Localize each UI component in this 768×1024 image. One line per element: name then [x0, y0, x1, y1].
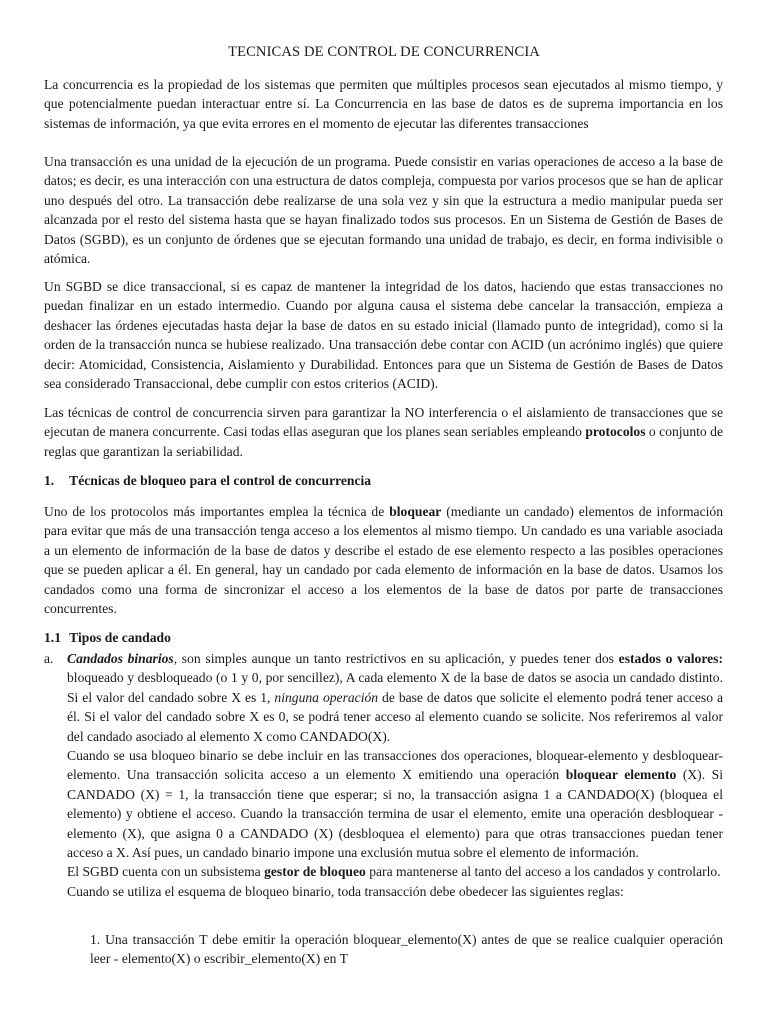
- bold-term-protocolos: protocolos: [585, 424, 646, 440]
- section-heading-1: [44, 473, 371, 489]
- list-marker: a.: [44, 651, 54, 666]
- text-span: para mantenerse al tanto del acceso a los candados y controlarlo.: [365, 864, 721, 880]
- text-span: , son simples aunque un tanto restrictivos en su aplicación, y puedes tener dos: [173, 651, 619, 666]
- bold-term-gestor-bloqueo: gestor de bloqueo: [264, 864, 366, 880]
- text-span: Cuando se usa bloqueo binario se debe incluir en las transacciones dos operaciones, bloquear-elemento y desbloquear-elemento. Una transacción solicita acceso a un elemento X emitiendo una operación: [67, 748, 723, 783]
- section-heading-1-1: [44, 630, 171, 646]
- rule-1: 1. Una transacción T debe emitir la operación bloquear_elemento(X) antes de que se realice cualquier operación leer - elemento(X) o escribir_elemento(X) en T: [90, 932, 723, 967]
- bold-term-states: estados o valores:: [618, 651, 723, 666]
- text-span: (X). Si CANDADO (X) = 1, la transacción tiene que esperar; si no, la transacción asigna 1 a CANDADO(X) (bloquea el elemento) y obtiene el acceso. Cuando la transacción termina de usar el elemento, emite una operación desbloquear - elemento (X), que asigna 0 a CANDADO (X) (desbloquea el elemento) para que otras transacciones puedan tener acceso a X. Así pues, un candado binario impone una exclusión mutua sobre el elemento de información.: [67, 767, 723, 861]
- text-span: El SGBD cuenta con un subsistema: [67, 864, 265, 880]
- list-item-body: [67, 649, 723, 901]
- document-title: TECNICAS DE CONTROL DE CONCURRENCIA: [228, 44, 540, 60]
- text-span: o conjunto de reglas que garantizan la seriabilidad.: [44, 424, 723, 459]
- paragraph-locking-protocol: [44, 502, 723, 618]
- item-paragraph: [67, 649, 723, 746]
- paragraph-intro-concurrency: La concurrencia es la propiedad de los sistemas que permiten que múltiples procesos sean ejecutados al mismo tiempo, y que potencialmente puedan interactuar entre sí. La Concurrencia en las base de datos es de suprema importancia en los sistemas de información, ya que evita errores en el momento de ejecutar las diferentes transacciones: [44, 77, 723, 131]
- section-title: Técnicas de bloqueo para el control de concurrencia: [69, 473, 372, 488]
- paragraph-transactional-sgbd: Un SGBD se dice transaccional, si es capaz de mantener la integridad de los datos, haciendo que estas transacciones no puedan finalizar en un estado intermedio. Cuando por alguna causa el sistema debe cancelar la transacción, empieza a deshacer las órdenes ejecutadas hasta dejar la base de datos en su estado inicial (llamado punto de integridad), como si la orden de la transacción nunca se hubiese realizado. Una transacción debe contar con ACID (un acrónimo inglés) que quiere decir: Atomicidad, Consistencia, Aislamiento y Durabilidad. Entonces para que un Sistema de Gestión de Bases de Datos sea considerado Transaccional, debe cumplir con estos criterios (ACID).: [44, 279, 723, 392]
- text-span: de base de datos que solicite el elemento podrá tener acceso a él. Si el valor del candado sobre X es 0, se podrá tener acceso al elemento cuando se solicite. Nos referiremos al valor del candado asociado al elemento X como CANDADO(X).: [67, 689, 724, 744]
- bold-term-bloquear-elemento: bloquear elemento: [565, 767, 677, 783]
- item-paragraph: [67, 862, 723, 881]
- section-title: Tipos de candado: [69, 630, 171, 645]
- text-span: bloqueado y desbloqueado (o 1 y 0, por sencillez), A cada elemento X de la base de datos se asocia un candado distinto. Si el valor del candado sobre X es 1,: [67, 670, 723, 705]
- list-item-binary-locks: [44, 649, 723, 901]
- paragraph-concurrency-techniques: [44, 403, 723, 461]
- section-number: 1.: [44, 473, 55, 488]
- paragraph-transaction-definition: Una transacción es una unidad de la ejecución de un programa. Puede consistir en varias operaciones de acceso a la base de datos; es decir, es una interacción con una estructura de datos compleja, compuesta por varios procesos que se han de aplicar uno después del otro. La transacción debe realizarse de una sola vez y sin que la estructura a medio manipular pueda ser alcanzada por el resto del sistema hasta que se hayan finalizado todos sus procesos. En un Sistema de Gestión de Bases de Datos (SGBD), es un conjunto de órdenes que se ejecutan formando una unidad de trabajo, es decir, en forma indivisible o atómica.: [44, 154, 723, 267]
- text-span: Uno de los protocolos más importantes emplea la técnica de: [44, 504, 390, 519]
- text-span: Las técnicas de control de concurrencia sirven para garantizar la NO interferencia o el aislamiento de transacciones que se ejecutan de manera concurrente. Casi todas ellas aseguran que los planes sean seriables empleando: [44, 405, 723, 440]
- section-number: 1.1: [44, 630, 61, 645]
- bold-term-bloquear: bloquear: [389, 504, 442, 519]
- italic-term: ninguna operación: [274, 689, 379, 705]
- item-paragraph: Cuando se utiliza el esquema de bloqueo binario, toda transacción debe obedecer las siguientes reglas:: [67, 883, 624, 899]
- text-span: (mediante un candado) elementos de información para evitar que más de una transacción tenga acceso a los elementos al mismo tiempo. Un candado es una variable asociada a un elemento de información de la base de datos y describe el estado de ese elemento respecto a las posibles operaciones que se pueden aplicar a él. En general, hay un candado por cada elemento de información en la base de datos. Usamos los candados como una forma de sincronizar el acceso a los elementos de la base de datos por parte de transacciones concurrentes.: [44, 504, 723, 617]
- item-paragraph: [67, 746, 723, 862]
- term-binary-locks: Candados binarios: [67, 651, 174, 666]
